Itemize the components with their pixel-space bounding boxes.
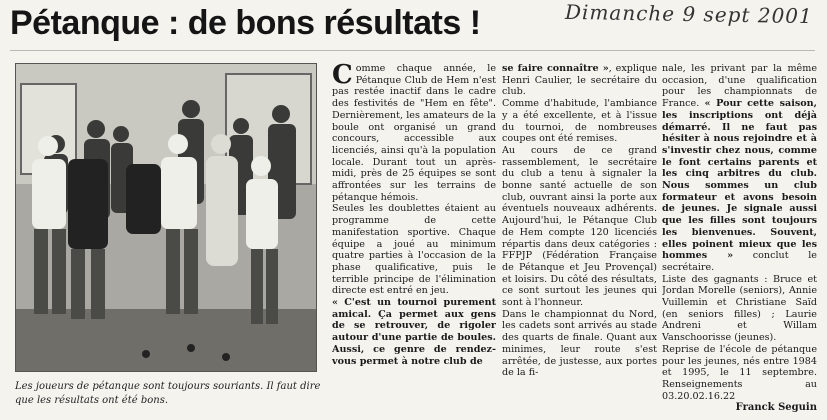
paragraph: Comme d'habitude, l'ambiance y a été excellente, et à l'issue du tournoi, de nombreuses coupes ont été remises. <box>502 98 657 145</box>
paragraph: nale, les privant par la même occasion, d'une qualification pour les championnats de France. <box>662 63 817 110</box>
drop-cap: C <box>332 63 353 90</box>
divider <box>10 50 815 51</box>
winners-list: Liste des gagnants : Bruce et Jordan Morelle (seniors), Annie Vuillemin et Christiane Saïd (en seniors filles) ; Laurie Andreni et Willam Vanschoorisse (jeunes). <box>662 273 817 344</box>
team-photo <box>15 63 317 372</box>
quote-end: se faire connaître » <box>502 63 609 74</box>
paragraph: Dans le championnat du Nord, les cadets sont arrivés au stade des quarts de finale. Quant aux minimes, leur route s'est arrêtée, de justesse, aux portes de la fi- <box>502 308 657 379</box>
paragraph: , explique Henri Caulier, le secrétaire du club. <box>502 63 657 98</box>
article-column-2 <box>502 63 657 413</box>
photo-caption: Les joueurs de pétanque sont toujours souriants. Il faut dire que les résultats ont été bons. <box>15 381 321 406</box>
article-column-1 <box>332 63 496 413</box>
team-photo-illustration <box>16 64 316 371</box>
intro-text: omme chaque année, le Pétanque Club de Hem n'est pas restée inactif dans le cadre des festivités de "Hem en fête". Dernièrement, les amateurs de la boule ont organisé un grand concours, accessible aux licenciés, ainsi qu'à la population locale. Durant tout un après-midi, près de 25 équipes se sont affrontées sur les terrains de pétanque hémois. <box>332 63 496 203</box>
paragraph: conclut le secrétaire. <box>662 250 817 273</box>
handwritten-date: Dimanche 9 sept 2001 <box>564 0 813 29</box>
paragraph: Seules les doublettes étaient au programme de cette manifestation sportive. Chaque équipe a joué au minimum quatre parties à l'occasion de la phase qualificative, puis le terrible principe de l'élimination directe est entré en jeu. <box>332 203 496 297</box>
quote-text: « C'est un tournoi purement amical. Ça permet aux gens de se retrouver, de rigoler autour d'une partie de boules. Aussi, ce genre de rendez-vous permet à notre club de <box>332 297 496 367</box>
headline: Pétanque : de bons résultats ! <box>10 4 481 42</box>
author-signature: Franck Seguin <box>735 402 817 413</box>
quote-text: « Pour cette saison, les inscriptions ont déjà démarré. Il ne faut pas hésiter à nous rejoindre et à s'investir chez nous, comme le font certains parents et les cinq arbitres du club. Nous sommes un club formateur et avons besoin de jeunes. Je signale aussi que les filles sont toujours les bienvenues. Souvent, elles poinent mieux que les hommes » <box>662 98 817 262</box>
paragraph: Reprise de l'école de pétanque pour les jeunes, nés entre 1984 et 1995, le 11 septembre. Renseignements au 03.20.02.16.22 <box>662 343 817 402</box>
article-column-3 <box>662 63 817 413</box>
paragraph: Au cours de ce grand rassemblement, le secrétaire du club a tenu à signaler la bonne santé actuelle de son club, ouvrant ainsi la porte aux éventuels nouveaux adhérents. Aujourd'hui, le Pétanque Club de Hem compte 120 licenciés répartis dans deux catégories : FFPJP (Fédération Française de Pétanque et Jeu Provençal) et loisirs. Du côté des résultats, ce sont surtout les jeunes qui sont à l'honneur. <box>502 144 657 309</box>
